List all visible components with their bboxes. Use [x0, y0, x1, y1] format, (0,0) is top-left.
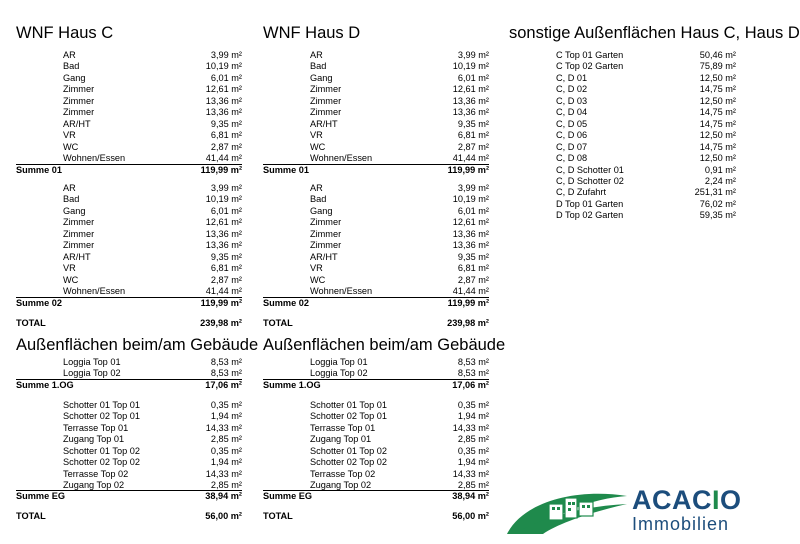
row-value: 38,94 m² [205, 491, 242, 501]
row-value: 17,06 m² [452, 380, 489, 390]
outdoor-row [16, 457, 242, 468]
row-value: 6,01 m² [457, 205, 489, 216]
room-row [16, 50, 242, 61]
row-value: 17,06 m² [205, 380, 242, 390]
row-value: 0,35 m² [457, 445, 489, 456]
row-value: 12,61 m² [205, 217, 242, 228]
loggia-row [16, 357, 242, 368]
row-label: Bad [63, 194, 80, 205]
row-value: 12,50 m² [699, 72, 736, 83]
row-label: C, D 05 [556, 118, 588, 129]
room-row [263, 50, 489, 61]
row-value: 56,00 m² [205, 511, 242, 521]
row-value: 14,33 m² [205, 468, 242, 479]
row-label: C, D Schotter 02 [556, 175, 624, 186]
row-value: 8,53 m² [457, 368, 489, 379]
loggia-row [263, 357, 489, 368]
row-value: 2,87 m² [457, 141, 489, 152]
room-row [16, 275, 242, 286]
row-value: 0,35 m² [210, 400, 242, 410]
row-label: Schotter 01 Top 02 [310, 445, 387, 456]
row-value: 12,50 m² [699, 130, 736, 141]
row-label: AR/HT [310, 118, 338, 129]
subtotal-row [263, 491, 489, 502]
row-label: C, D Schotter 01 [556, 164, 624, 175]
row-value: 6,01 m² [210, 205, 242, 216]
row-value: 9,35 m² [457, 251, 489, 262]
row-value: 2,87 m² [210, 274, 242, 285]
row-label: Wohnen/Essen [310, 153, 373, 164]
row-value: 10,19 m² [452, 194, 489, 205]
row-label: Loggia Top 02 [310, 368, 368, 379]
subtotal-row [16, 298, 242, 309]
row-label: AR/HT [63, 118, 91, 129]
room-row [16, 107, 242, 118]
row-value: 38,94 m² [452, 491, 489, 501]
room-row [263, 183, 489, 194]
row-value: 12,61 m² [205, 84, 242, 95]
row-value: 13,36 m² [205, 107, 242, 118]
row-value: 239,98 m² [447, 318, 489, 328]
house-logo-icon [505, 484, 629, 538]
room-row [263, 263, 489, 274]
row-value: 13,36 m² [452, 95, 489, 106]
room-row [16, 229, 242, 240]
row-value: 6,81 m² [457, 130, 489, 141]
row-value: 41,44 m² [452, 286, 489, 297]
row-label: Zugang Top 02 [63, 480, 125, 491]
row-label: C, D 03 [556, 95, 588, 106]
outdoor-row [263, 400, 489, 411]
row-label: Bad [310, 194, 327, 205]
row-label: Zimmer [310, 228, 342, 239]
room-row [263, 275, 489, 286]
row-label: TOTAL [16, 318, 46, 328]
room-row [16, 130, 242, 141]
row-label: AR/HT [63, 251, 91, 262]
brand-name: ACACIO [632, 485, 742, 515]
room-row [16, 84, 242, 95]
outdoor-row [510, 165, 736, 176]
subtotal-row [263, 298, 489, 309]
row-label: C, D 01 [556, 72, 588, 83]
room-row [263, 130, 489, 141]
subtotal-row [16, 491, 242, 502]
row-label: TOTAL [263, 511, 293, 521]
outdoor-row [263, 434, 489, 445]
row-value: 3,99 m² [457, 50, 489, 60]
row-label: Loggia Top 01 [63, 357, 121, 367]
row-value: 10,19 m² [205, 61, 242, 72]
row-value: 14,33 m² [452, 468, 489, 479]
row-label: Zimmer [310, 95, 342, 106]
row-label: Zimmer [310, 240, 342, 251]
row-label: C, D Zufahrt [556, 187, 607, 198]
outdoor-row [263, 423, 489, 434]
row-value: 119,99 m² [200, 165, 242, 175]
row-label: Summe 1.OG [263, 380, 321, 390]
brand-subtitle: Immobilien [632, 514, 730, 534]
row-value: 12,50 m² [699, 95, 736, 106]
row-label: AR [63, 183, 76, 193]
outdoor-row [510, 107, 736, 118]
row-value: 6,81 m² [210, 130, 242, 141]
outdoor-row [16, 446, 242, 457]
row-label: Summe EG [16, 491, 66, 501]
outdoor-row [263, 469, 489, 480]
row-label: Schotter 01 Top 01 [63, 400, 140, 410]
row-label: WC [310, 141, 326, 152]
row-label: C, D 08 [556, 153, 588, 164]
row-value: 8,53 m² [457, 357, 489, 367]
outdoor-row [263, 446, 489, 457]
row-label: Schotter 02 Top 01 [63, 411, 140, 422]
total-row [263, 511, 489, 522]
row-label: D Top 02 Garten [556, 210, 624, 221]
row-value: 3,99 m² [210, 183, 242, 193]
row-label: C, D 02 [556, 84, 588, 95]
row-label: C, D 07 [556, 141, 588, 152]
row-label: Summe 01 [16, 165, 62, 175]
row-value: 13,36 m² [205, 95, 242, 106]
row-value: 41,44 m² [205, 286, 242, 297]
outdoor-row [510, 210, 736, 221]
total-row [16, 318, 242, 329]
outdoor-row [510, 84, 736, 95]
row-label: Zugang Top 01 [63, 434, 125, 445]
row-value: 1,94 m² [457, 411, 489, 422]
row-value: 14,75 m² [699, 141, 736, 152]
outdoor-row [510, 73, 736, 84]
row-label: Wohnen/Essen [310, 286, 373, 297]
row-value: 13,36 m² [452, 228, 489, 239]
outdoor-row [263, 457, 489, 468]
outdoor-row [510, 61, 736, 72]
outdoor-row [510, 176, 736, 187]
section-title: Außenflächen beim/am Gebäude [16, 336, 259, 354]
row-label: Bad [310, 61, 327, 72]
room-row [16, 252, 242, 263]
row-label: Zimmer [63, 95, 95, 106]
outdoor-row [16, 434, 242, 445]
row-value: 0,91 m² [704, 164, 736, 175]
row-label: Zimmer [310, 217, 342, 228]
row-value: 13,36 m² [205, 228, 242, 239]
row-value: 239,98 m² [200, 318, 242, 328]
row-label: Gang [310, 72, 333, 83]
row-value: 8,53 m² [210, 368, 242, 379]
row-value: 10,19 m² [205, 194, 242, 205]
row-label: Wohnen/Essen [63, 286, 126, 297]
row-value: 6,81 m² [210, 263, 242, 274]
room-row [16, 61, 242, 72]
row-value: 12,50 m² [699, 153, 736, 164]
row-label: Zugang Top 01 [310, 434, 372, 445]
room-row [263, 153, 489, 164]
room-row [263, 217, 489, 228]
loggia-row [263, 368, 489, 379]
outdoor-row [263, 411, 489, 422]
room-row [16, 142, 242, 153]
row-value: 3,99 m² [457, 183, 489, 193]
row-label: C, D 04 [556, 107, 588, 118]
row-value: 14,33 m² [205, 422, 242, 433]
loggia-row [16, 368, 242, 379]
row-label: Schotter 02 Top 02 [63, 457, 140, 468]
room-row [16, 240, 242, 251]
row-label: Zimmer [63, 84, 95, 95]
outdoor-row [510, 130, 736, 141]
row-label: WC [63, 274, 79, 285]
room-row [263, 84, 489, 95]
room-row [16, 73, 242, 84]
row-value: 2,87 m² [210, 141, 242, 152]
row-value: 6,01 m² [210, 72, 242, 83]
row-label: Bad [63, 61, 80, 72]
row-label: Zimmer [63, 217, 95, 228]
room-row [263, 206, 489, 217]
row-label: Zimmer [63, 240, 95, 251]
row-value: 2,85 m² [210, 480, 242, 491]
room-row [16, 194, 242, 205]
row-label: AR/HT [310, 251, 338, 262]
row-value: 50,46 m² [699, 50, 736, 60]
row-value: 2,85 m² [457, 480, 489, 491]
row-value: 119,99 m² [447, 298, 489, 308]
row-value: 10,19 m² [452, 61, 489, 72]
row-label: Schotter 02 Top 01 [310, 411, 387, 422]
column-title: WNF Haus D [263, 24, 361, 42]
row-label: Summe 01 [263, 165, 309, 175]
outdoor-row [510, 96, 736, 107]
row-value: 3,99 m² [210, 50, 242, 60]
column-title: sonstige Außenflächen Haus C, Haus D [509, 24, 800, 42]
row-label: AR [63, 50, 76, 60]
row-label: AR [310, 183, 323, 193]
outdoor-row [16, 400, 242, 411]
row-value: 14,33 m² [452, 422, 489, 433]
room-row [263, 142, 489, 153]
row-label: VR [63, 263, 76, 274]
row-label: Schotter 01 Top 01 [310, 400, 387, 410]
total-row [16, 511, 242, 522]
row-label: Summe 02 [263, 298, 309, 308]
room-row [16, 206, 242, 217]
row-label: Terrasse Top 01 [310, 422, 376, 433]
row-label: Summe EG [263, 491, 313, 501]
row-value: 75,89 m² [699, 61, 736, 72]
row-value: 14,75 m² [699, 84, 736, 95]
row-value: 12,61 m² [452, 217, 489, 228]
subtotal-row [16, 165, 242, 176]
room-row [16, 96, 242, 107]
outdoor-row [510, 142, 736, 153]
row-label: C Top 02 Garten [556, 61, 624, 72]
row-label: Wohnen/Essen [63, 153, 126, 164]
subtotal-row [263, 165, 489, 176]
room-row [16, 153, 242, 164]
row-label: TOTAL [16, 511, 46, 521]
row-value: 14,75 m² [699, 107, 736, 118]
row-label: VR [310, 130, 323, 141]
row-label: Loggia Top 01 [310, 357, 368, 367]
row-value: 6,01 m² [457, 72, 489, 83]
row-value: 14,75 m² [699, 118, 736, 129]
room-row [263, 61, 489, 72]
room-row [263, 286, 489, 297]
row-value: 2,24 m² [704, 175, 736, 186]
row-value: 9,35 m² [210, 251, 242, 262]
row-value: 41,44 m² [452, 153, 489, 164]
row-value: 251,31 m² [694, 187, 736, 198]
row-label: Terrasse Top 01 [63, 422, 129, 433]
acacio-logo [505, 484, 795, 538]
outdoor-row [16, 411, 242, 422]
row-value: 9,35 m² [210, 118, 242, 129]
room-row [16, 286, 242, 297]
row-label: TOTAL [263, 318, 293, 328]
outdoor-row [16, 469, 242, 480]
row-value: 119,99 m² [200, 298, 242, 308]
outdoor-row [510, 153, 736, 164]
room-row [263, 240, 489, 251]
row-label: AR [310, 50, 323, 60]
row-label: WC [63, 141, 79, 152]
row-value: 2,85 m² [457, 434, 489, 445]
row-label: Gang [63, 205, 86, 216]
outdoor-row [510, 50, 736, 61]
row-label: Zugang Top 02 [310, 480, 372, 491]
room-row [263, 119, 489, 130]
row-label: D Top 01 Garten [556, 198, 624, 209]
row-label: Summe 1.OG [16, 380, 74, 390]
row-label: C, D 06 [556, 130, 588, 141]
row-value: 2,87 m² [457, 274, 489, 285]
row-value: 13,36 m² [452, 240, 489, 251]
row-value: 12,61 m² [452, 84, 489, 95]
row-label: VR [63, 130, 76, 141]
row-value: 6,81 m² [457, 263, 489, 274]
row-label: Zimmer [63, 228, 95, 239]
room-row [263, 96, 489, 107]
row-label: Zimmer [310, 84, 342, 95]
room-row [16, 217, 242, 228]
room-row [263, 73, 489, 84]
subtotal-row [16, 380, 242, 391]
row-label: Summe 02 [16, 298, 62, 308]
row-label: Terrasse Top 02 [310, 468, 376, 479]
outdoor-row [510, 187, 736, 198]
row-label: WC [310, 274, 326, 285]
room-row [16, 183, 242, 194]
row-value: 13,36 m² [205, 240, 242, 251]
row-label: Schotter 01 Top 02 [63, 445, 140, 456]
row-value: 59,35 m² [699, 210, 736, 221]
outdoor-row [510, 199, 736, 210]
section-title: Außenflächen beim/am Gebäude [263, 336, 506, 354]
outdoor-row [16, 423, 242, 434]
row-value: 8,53 m² [210, 357, 242, 367]
subtotal-row [263, 380, 489, 391]
row-label: Gang [310, 205, 333, 216]
row-value: 1,94 m² [457, 457, 489, 468]
column-title: WNF Haus C [16, 24, 114, 42]
row-label: Loggia Top 02 [63, 368, 121, 379]
row-value: 56,00 m² [452, 511, 489, 521]
row-label: Zimmer [310, 107, 342, 118]
row-value: 41,44 m² [205, 153, 242, 164]
row-value: 0,35 m² [210, 445, 242, 456]
room-row [263, 107, 489, 118]
row-value: 2,85 m² [210, 434, 242, 445]
row-value: 1,94 m² [210, 457, 242, 468]
row-value: 0,35 m² [457, 400, 489, 410]
room-row [263, 194, 489, 205]
room-row [16, 119, 242, 130]
row-value: 9,35 m² [457, 118, 489, 129]
row-value: 76,02 m² [699, 198, 736, 209]
row-value: 13,36 m² [452, 107, 489, 118]
row-label: Schotter 02 Top 02 [310, 457, 387, 468]
row-label: VR [310, 263, 323, 274]
row-label: Terrasse Top 02 [63, 468, 129, 479]
row-label: Zimmer [63, 107, 95, 118]
row-value: 119,99 m² [447, 165, 489, 175]
row-label: C Top 01 Garten [556, 50, 624, 60]
total-row [263, 318, 489, 329]
outdoor-row [510, 119, 736, 130]
room-row [263, 252, 489, 263]
room-row [16, 263, 242, 274]
room-row [263, 229, 489, 240]
row-label: Gang [63, 72, 86, 83]
row-value: 1,94 m² [210, 411, 242, 422]
